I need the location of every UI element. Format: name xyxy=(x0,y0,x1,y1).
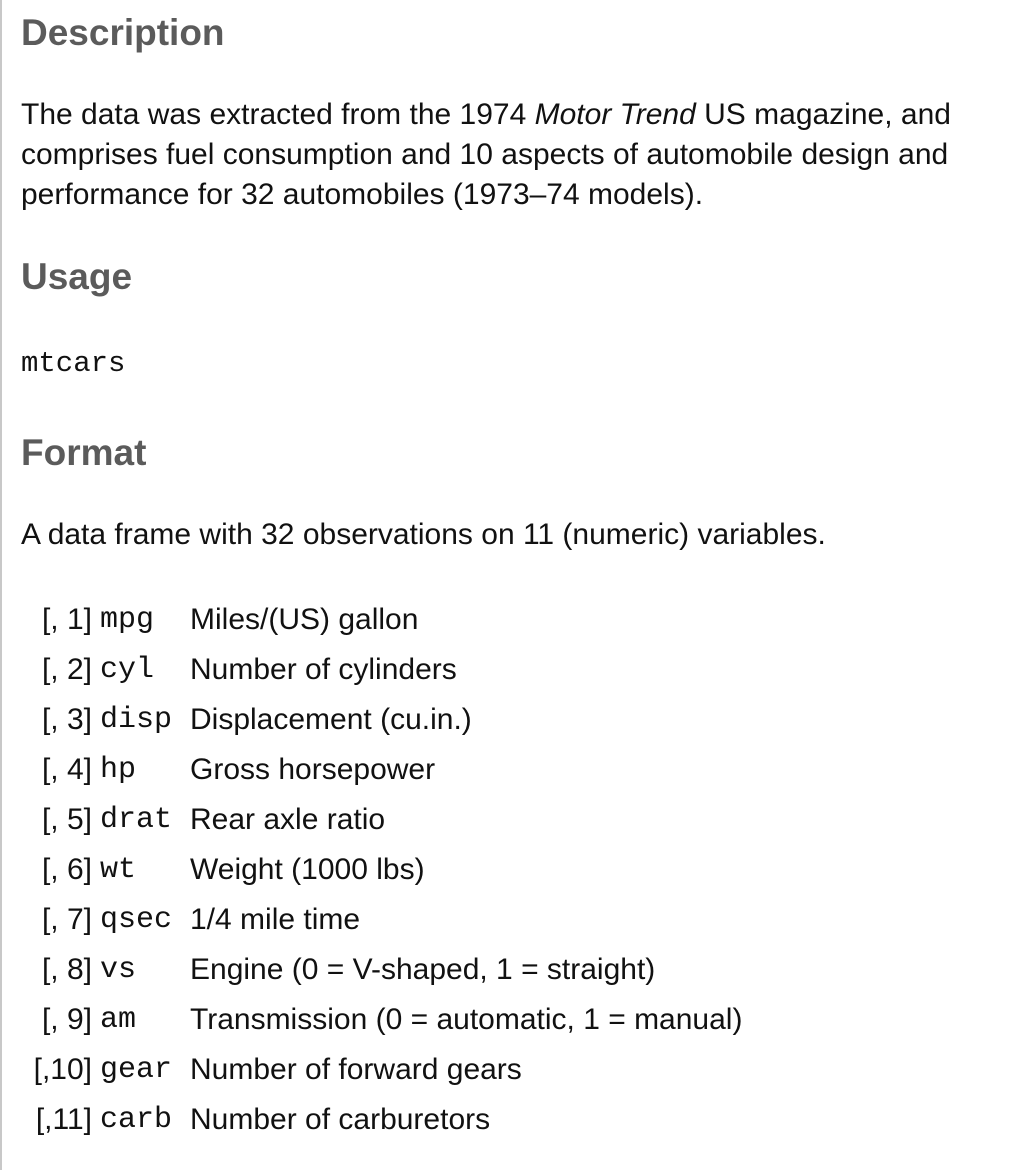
variable-name: qsec xyxy=(100,903,173,937)
variable-description: Miles/(US) gallon xyxy=(190,603,419,636)
variable-index: [, 7] xyxy=(41,903,92,936)
variable-index: [, 8] xyxy=(41,953,92,986)
variable-name: vs xyxy=(100,953,137,987)
variable-description: Transmission (0 = automatic, 1 = manual) xyxy=(190,1003,743,1036)
variable-index: [,10] xyxy=(33,1053,92,1086)
table-row xyxy=(24,895,742,945)
table-row xyxy=(24,695,742,745)
description-heading: Description xyxy=(21,12,225,53)
variable-name: cyl xyxy=(100,653,155,687)
variable-description: Rear axle ratio xyxy=(190,803,386,836)
variable-description: Engine (0 = V-shaped, 1 = straight) xyxy=(190,953,656,986)
variable-index: [, 2] xyxy=(41,653,92,686)
variable-name: am xyxy=(100,1003,137,1037)
variable-name: hp xyxy=(100,753,137,787)
table-row xyxy=(24,945,742,995)
variable-index: [, 6] xyxy=(41,853,92,886)
usage-code: mtcars xyxy=(21,347,126,380)
description-text-emphasis: Motor Trend xyxy=(534,98,696,131)
variable-index: [, 1] xyxy=(41,603,92,636)
variable-index: [, 4] xyxy=(41,753,92,786)
description-paragraph xyxy=(21,95,1006,215)
variables-table xyxy=(24,595,742,1145)
variable-description: Gross horsepower xyxy=(190,753,436,786)
variable-name: disp xyxy=(100,703,173,737)
usage-heading: Usage xyxy=(21,256,133,297)
table-row xyxy=(24,845,742,895)
variable-description: Weight (1000 lbs) xyxy=(190,853,425,886)
variable-name: wt xyxy=(100,853,137,887)
table-row xyxy=(24,645,742,695)
table-row xyxy=(24,795,742,845)
variable-description: Displacement (cu.in.) xyxy=(190,703,472,736)
table-row xyxy=(24,595,742,645)
format-paragraph: A data frame with 32 observations on 11 (numeric) variables. xyxy=(21,518,826,551)
format-heading: Format xyxy=(21,432,147,473)
variable-index: [,11] xyxy=(35,1103,92,1136)
table-row xyxy=(24,995,742,1045)
variable-description: Number of carburetors xyxy=(190,1103,491,1136)
variable-name: gear xyxy=(100,1053,173,1087)
table-row xyxy=(24,745,742,795)
variable-index: [, 9] xyxy=(41,1003,92,1036)
variable-index: [, 3] xyxy=(41,703,92,736)
variable-name: carb xyxy=(100,1103,173,1137)
variable-description: 1/4 mile time xyxy=(190,903,361,936)
table-row xyxy=(24,1095,742,1145)
description-text-before: The data was extracted from the 1974 xyxy=(21,98,535,131)
description-text-after: US magazine, and comprises fuel consumption and 10 aspects of automobile design and performance for 32 automobiles (1973–74 models). xyxy=(21,98,951,211)
table-row xyxy=(24,1045,742,1095)
variable-index: [, 5] xyxy=(41,803,92,836)
variable-name: drat xyxy=(100,803,173,837)
variable-name: mpg xyxy=(100,603,155,637)
left-border-rule xyxy=(0,0,2,1170)
variable-description: Number of forward gears xyxy=(190,1053,522,1086)
variable-description: Number of cylinders xyxy=(190,653,457,686)
